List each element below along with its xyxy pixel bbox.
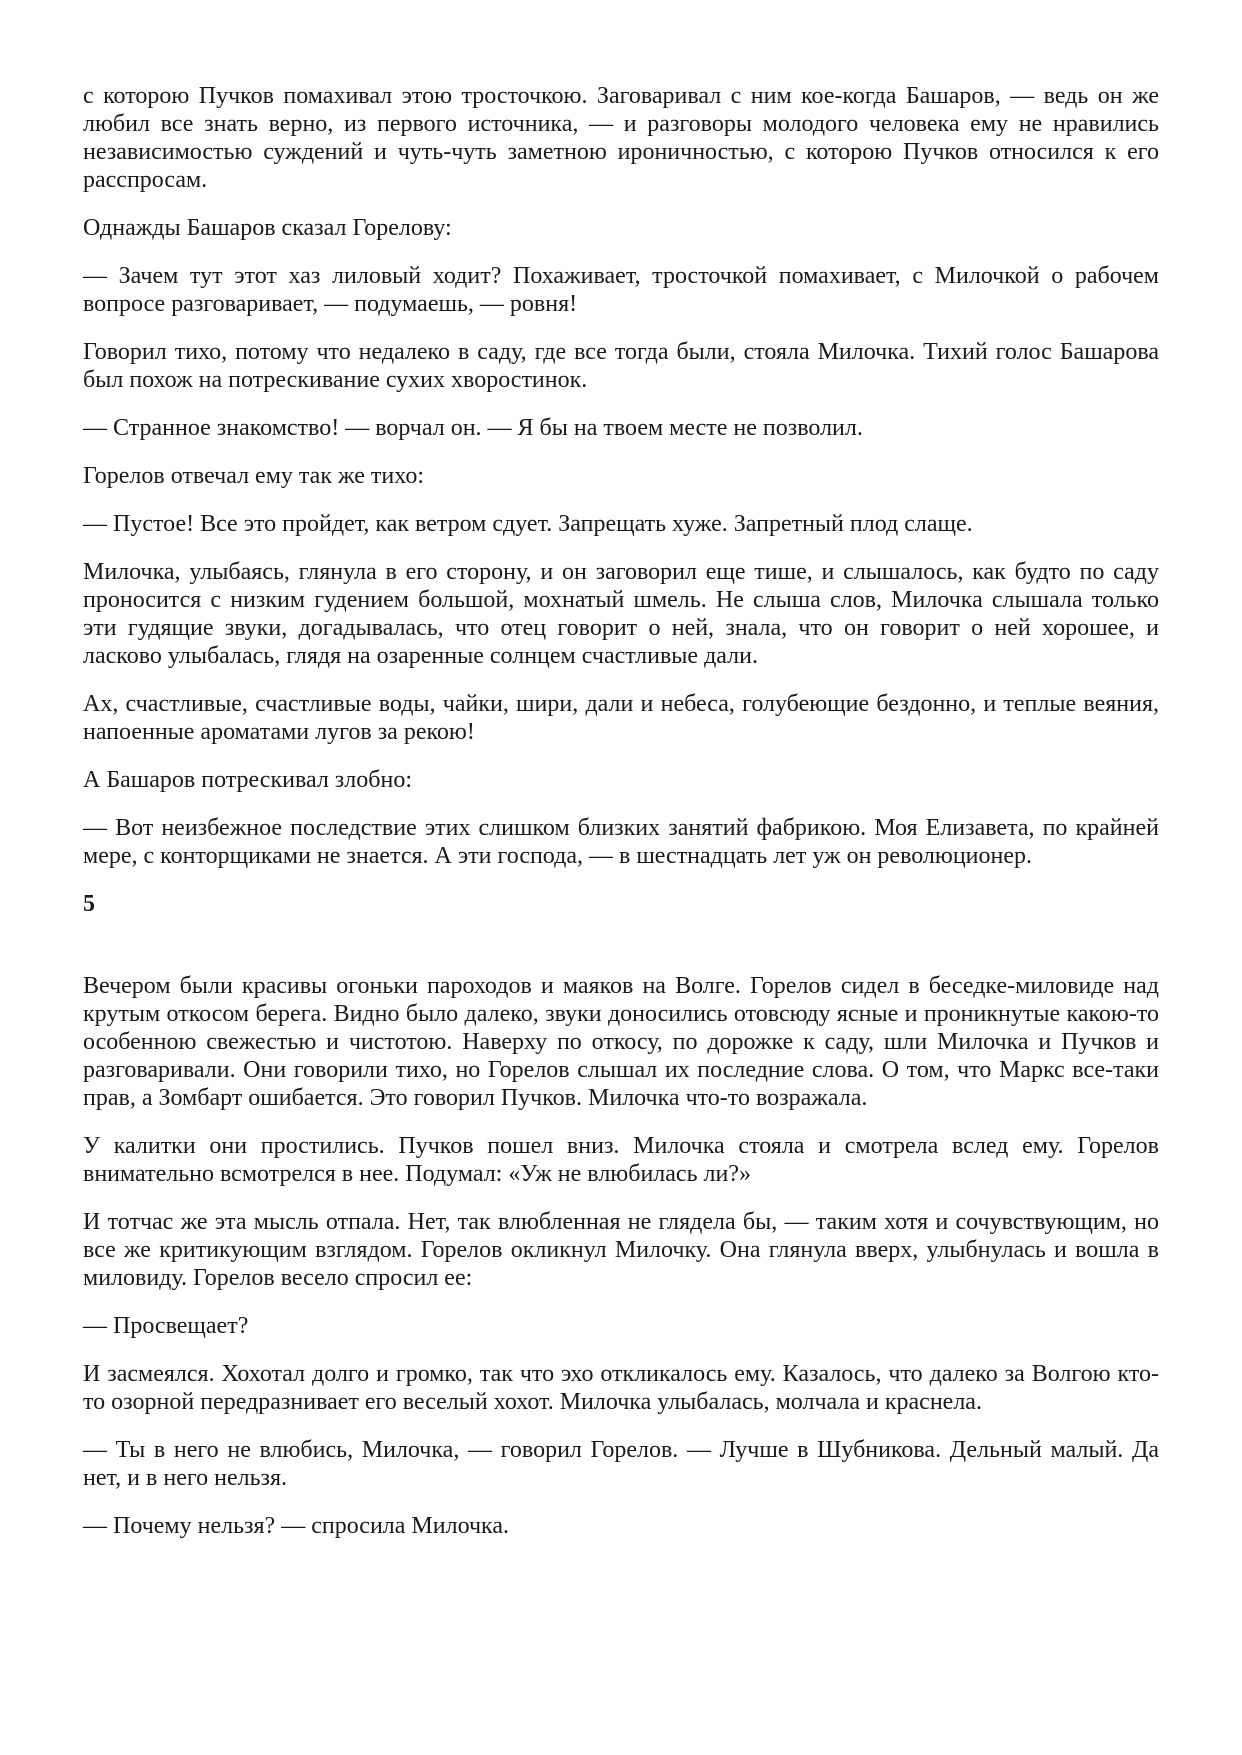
document-page (83, 82, 1159, 1560)
paragraph: Ах, счастливые, счастливые воды, чайки, шири, дали и небеса, голубеющие бездонно, и теплые веяния, напоенные ароматами лугов за рекою! (83, 691, 1159, 745)
paragraph: — Просвещает? (83, 1313, 249, 1339)
paragraph: Вечером были красивы огоньки пароходов и маяков на Волге. Горелов сидел в беседке-миловиде над крутым откосом берега. Видно было далеко, звуки доносились отовсюду ясные и проникнутые какою-то особенною свежестью и чистотою. Наверху по откосу, по дорожке к саду, шли Милочка и Пучков и разговаривали. Они говорили тихо, но Горелов слышал их последние слова. О том, что Маркс все-таки прав, а Зомбарт ошибается. Это говорил Пучков. Милочка что-то возражала. (83, 973, 1159, 1111)
paragraph: — Вот неизбежное последствие этих слишком близких занятий фабрикою. Моя Елизавета, по крайней мере, с конторщиками не знается. А эти господа, — в шестнадцать лет уж он революционер. (83, 815, 1159, 869)
chapter-heading: 5 (83, 891, 95, 917)
paragraph: — Зачем тут этот хаз лиловый ходит? Похаживает, тросточкой помахивает, с Милочкой о рабочем вопросе разговаривает, — подумаешь, — ровня! (83, 263, 1159, 317)
paragraph: Горелов отвечал ему так же тихо: (83, 463, 424, 489)
paragraph: У калитки они простились. Пучков пошел вниз. Милочка стояла и смотрела вслед ему. Горелов внимательно всмотрелся в нее. Подумал: «Уж не влюбилась ли?» (83, 1133, 1159, 1187)
paragraph: — Почему нельзя? — спросила Милочка. (83, 1513, 509, 1539)
paragraph: — Пустое! Все это пройдет, как ветром сдует. Запрещать хуже. Запретный плод слаще. (83, 511, 973, 537)
paragraph: Однажды Башаров сказал Горелову: (83, 215, 452, 241)
paragraph: А Башаров потрескивал злобно: (83, 767, 412, 793)
paragraph: И тотчас же эта мысль отпала. Нет, так влюбленная не глядела бы, — таким хотя и сочувствующим, но все же критикующим взглядом. Горелов окликнул Милочку. Она глянула вверх, улыбнулась и вошла в миловиду. Горелов весело спросил ее: (83, 1209, 1159, 1291)
paragraph: с которою Пучков помахивал этою тросточкою. Заговаривал с ним кое-когда Башаров, — ведь он же любил все знать верно, из первого источника, — и разговоры молодого человека ему не нравились независимостью суждений и чуть-чуть заметною ироничностью, с которою Пучков относился к его расспросам. (83, 83, 1159, 193)
paragraph: — Странное знакомство! — ворчал он. — Я бы на твоем месте не позволил. (83, 415, 863, 441)
paragraph: Говорил тихо, потому что недалеко в саду, где все тогда были, стояла Милочка. Тихий голос Башарова был похож на потрескивание сухих хворостинок. (83, 339, 1159, 393)
paragraph: — Ты в него не влюбись, Милочка, — говорил Горелов. — Лучше в Шубникова. Дельный малый. Да нет, и в него нельзя. (83, 1437, 1159, 1491)
paragraph: И засмеялся. Хохотал долго и громко, так что эхо откликалось ему. Казалось, что далеко за Волгою кто-то озорной передразнивает его веселый хохот. Милочка улыбалась, молчала и краснела. (83, 1361, 1159, 1415)
paragraph: Милочка, улыбаясь, глянула в его сторону, и он заговорил еще тише, и слышалось, как будто по саду проносится с низким гудением большой, мохнатый шмель. Не слыша слов, Милочка слышала только эти гудящие звуки, догадывалась, что отец говорит о ней, знала, что он говорит о ней хорошее, и ласково улыбалась, глядя на озаренные солнцем счастливые дали. (83, 559, 1159, 669)
